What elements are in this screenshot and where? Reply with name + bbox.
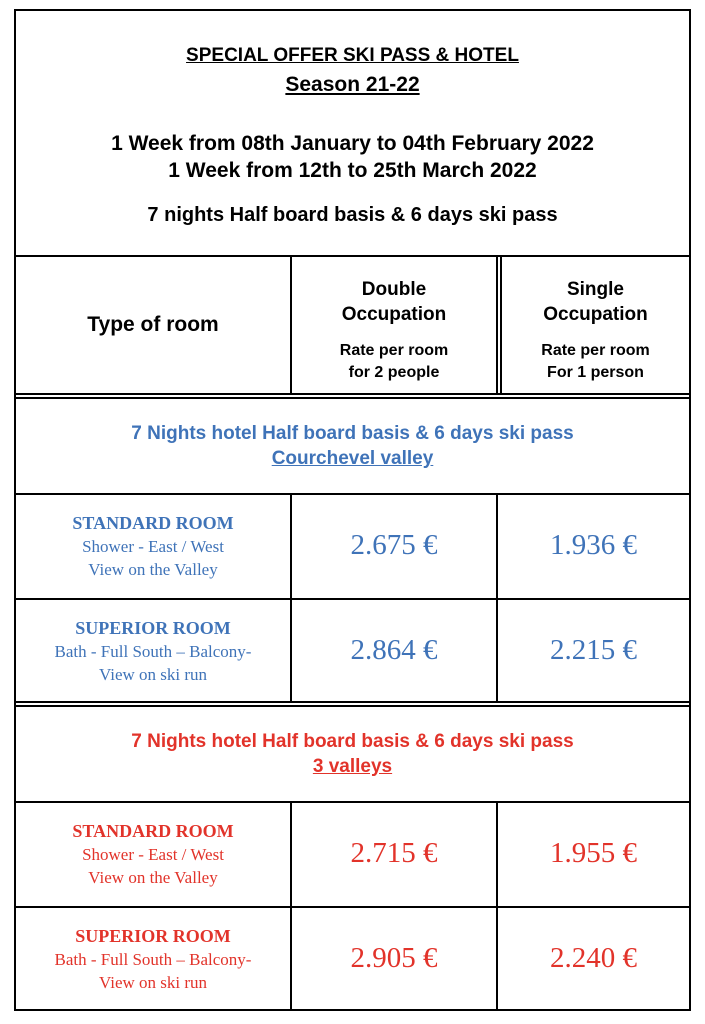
room-name: SUPERIOR ROOM [75, 926, 231, 946]
price-cell [498, 600, 689, 701]
single-price: 1.955 € [550, 837, 637, 869]
section-title-courchevel [16, 421, 689, 471]
price-cell [498, 803, 689, 906]
type-of-room-header: Type of room [87, 313, 219, 336]
offer-header [16, 11, 689, 257]
room-name: SUPERIOR ROOM [75, 618, 231, 638]
room-description: Shower - East / West [82, 845, 224, 864]
single-rate-note [502, 340, 689, 384]
price-cell [292, 495, 496, 598]
price-cell [498, 908, 689, 1009]
room-superior-3-valleys [16, 925, 290, 994]
single-price: 2.215 € [550, 634, 637, 666]
room-description: Bath - Full South – Balcony- [54, 950, 252, 969]
room-name: STANDARD ROOM [72, 513, 234, 533]
room-standard-courchevel [16, 512, 290, 581]
offer-basis: 7 nights Half board basis & 6 days ski pass [147, 204, 558, 226]
week-period-1: 1 Week from 08th January to 04th February 2022 [111, 132, 594, 155]
offer-title: SPECIAL OFFER SKI PASS & HOTEL [186, 45, 519, 66]
divider [16, 397, 689, 399]
single-occupation-header [502, 277, 689, 327]
room-description: View on ski run [98, 973, 208, 992]
double-price: 2.675 € [350, 529, 438, 561]
price-cell [292, 600, 496, 701]
price-cell [292, 908, 496, 1009]
double-rate-line-1: Rate per room [339, 342, 449, 359]
single-line-1: Single [566, 279, 624, 300]
divider [496, 257, 498, 393]
single-rate-line-1: Rate per room [541, 342, 650, 359]
room-description: View on ski run [98, 665, 208, 684]
room-description: Shower - East / West [82, 537, 224, 556]
single-line-2: Occupation [543, 304, 648, 325]
room-standard-3-valleys [16, 820, 290, 889]
room-description: Bath - Full South – Balcony- [54, 642, 252, 661]
section-title-text: 7 Nights hotel Half board basis & 6 days ski pass [131, 423, 574, 444]
double-rate-line-2: for 2 people [348, 364, 440, 381]
single-rate-line-2: For 1 person [547, 364, 644, 381]
column-header-row [16, 257, 689, 395]
room-description: View on the Valley [88, 560, 218, 579]
room-superior-courchevel [16, 617, 290, 686]
single-price: 1.936 € [550, 529, 637, 561]
double-price: 2.864 € [350, 634, 438, 666]
double-line-1: Double [361, 279, 427, 300]
double-occupation-header [292, 277, 496, 327]
divider [16, 393, 689, 395]
room-description: View on the Valley [88, 868, 218, 887]
divider [16, 701, 689, 703]
double-price: 2.715 € [350, 837, 438, 869]
week-period-2: 1 Week from 12th to 25th March 2022 [168, 159, 537, 182]
price-cell [292, 803, 496, 906]
section-subtitle: 3 valleys [312, 756, 393, 777]
section-title-text: 7 Nights hotel Half board basis & 6 days ski pass [131, 731, 574, 752]
double-rate-note [292, 340, 496, 384]
room-name: STANDARD ROOM [72, 821, 234, 841]
single-price: 2.240 € [550, 942, 637, 974]
section-subtitle: Courchevel valley [271, 448, 434, 469]
double-price: 2.905 € [350, 942, 438, 974]
section-title-3-valleys [16, 729, 689, 779]
divider [16, 705, 689, 707]
offer-sheet [14, 9, 691, 1011]
season-label: Season 21-22 [285, 73, 420, 96]
double-line-2: Occupation [341, 304, 447, 325]
price-cell [498, 495, 689, 598]
